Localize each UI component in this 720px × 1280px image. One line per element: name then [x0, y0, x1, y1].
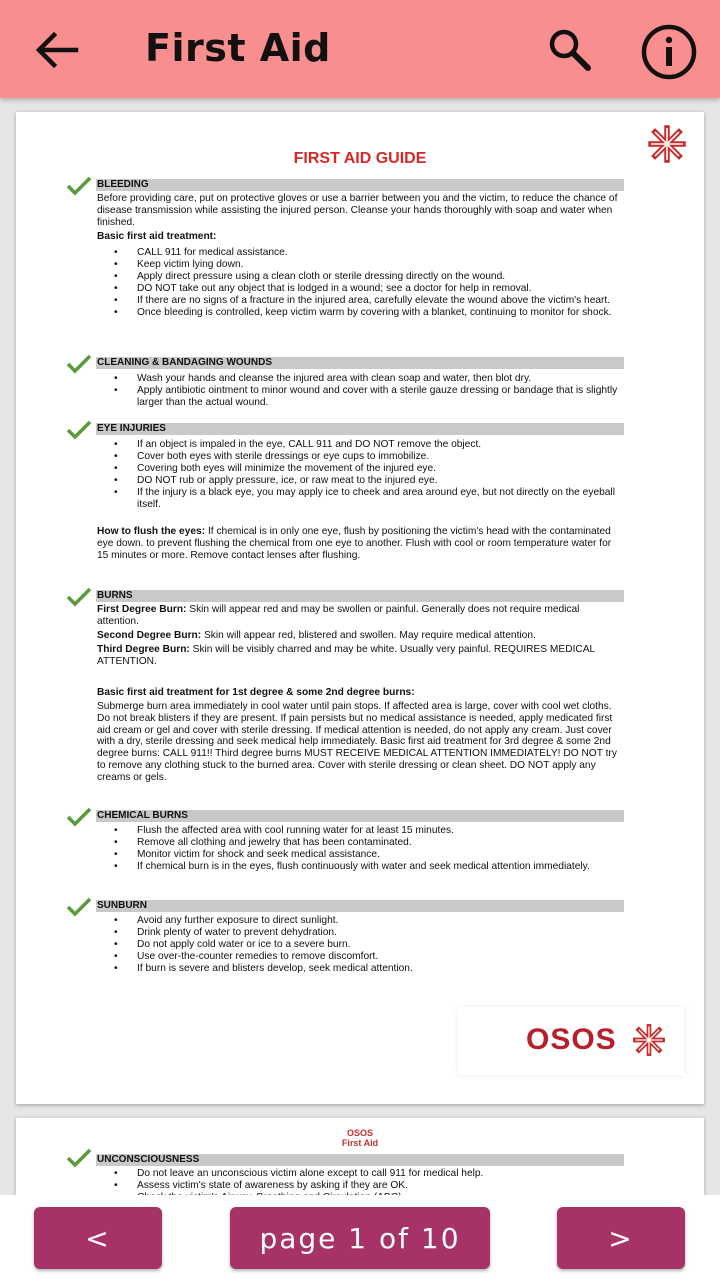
document-viewer[interactable] — [0, 98, 720, 1195]
third-degree-paragraph — [97, 644, 623, 668]
brand-name: OSOS — [526, 1023, 617, 1056]
list-item: • Do not apply cold water or ice to a severe burn. — [114, 939, 624, 951]
page-brand-header — [16, 1128, 704, 1148]
list-item: • If chemical burn is in the eyes, flush continuously with water and seek medical attention immediately. — [114, 861, 624, 873]
list-item: • Drink plenty of water to prevent dehydration. — [114, 927, 624, 939]
brand-line: First Aid — [341, 1138, 379, 1148]
search-icon — [544, 26, 596, 74]
bleeding-list — [114, 247, 624, 318]
second-degree-text: Skin will appear red, blistered and swollen. May require medical attention. — [201, 630, 536, 641]
checkmark-icon — [66, 176, 92, 196]
second-degree-label: Second Degree Burn: — [97, 630, 202, 641]
list-item: • DO NOT rub or apply pressure, ice, or raw meat to the injured eye. — [114, 475, 624, 487]
sunburn-list — [114, 915, 624, 975]
checkmark-icon — [66, 420, 92, 440]
pager-bar — [0, 1195, 720, 1280]
list-item: • If there are no signs of a fracture in the injured area, carefully elevate the wound above the victim's heart. — [114, 295, 624, 307]
eye-list — [114, 439, 624, 510]
flush-eyes-label: How to flush the eyes: — [97, 526, 206, 537]
back-button[interactable] — [28, 24, 84, 76]
section-heading-burns: BURNS — [96, 590, 624, 602]
list-item: • Covering both eyes will minimize the movement of the injured eye. — [114, 463, 624, 475]
list-item: • Avoid any further exposure to direct sunlight. — [114, 915, 624, 927]
list-item: • Keep victim lying down. — [114, 259, 624, 271]
chemical-list — [114, 825, 624, 873]
list-item: • DO NOT take out any object that is lodged in a wound; see a doctor for help in removal. — [114, 283, 624, 295]
previous-page-button[interactable]: < — [34, 1207, 162, 1269]
section-heading-unconsciousness: UNCONSCIOUSNESS — [96, 1154, 624, 1166]
list-item: • Apply direct pressure using a clean cloth or sterile dressing directly on the wound. — [114, 271, 624, 283]
list-item: • CALL 911 for medical assistance. — [114, 247, 624, 259]
first-degree-label: First Degree Burn: — [97, 604, 187, 615]
burn-treatment-heading: Basic first aid treatment for 1st degree & some 2nd degree burns: — [97, 687, 415, 698]
first-degree-text: Skin will appear red and may be swollen or painful. Generally does not require medical attention. — [97, 604, 580, 627]
cleaning-list — [114, 373, 624, 409]
brand-line: OSOS — [346, 1128, 373, 1138]
list-item: • Flush the affected area with cool running water for at least 15 minutes. — [114, 825, 624, 837]
checkmark-icon — [66, 1148, 92, 1168]
info-icon — [639, 24, 699, 80]
list-item: • Do not leave an unconscious victim alone except to call 911 for medical help. — [114, 1168, 624, 1180]
section-heading-eye-injuries: EYE INJURIES — [96, 423, 624, 435]
document-title: FIRST AID GUIDE — [293, 150, 427, 167]
list-item: • Assess victim's state of awareness by asking if they are OK. — [114, 1180, 624, 1192]
second-degree-paragraph — [97, 630, 623, 642]
list-item: • Remove all clothing and jewelry that has been contaminated. — [114, 837, 624, 849]
app-bar — [0, 0, 720, 98]
list-item: • Apply antibiotic ointment to minor wound and cover with a sterile gauze dressing or bandage that is slightly larger than the actual wound. — [114, 385, 624, 409]
list-item: • Use over-the-counter remedies to remove discomfort. — [114, 951, 624, 963]
list-item: • If burn is severe and blisters develop, seek medical attention. — [114, 963, 624, 975]
bleeding-subheading: Basic first aid treatment: — [97, 231, 217, 242]
list-item: • If the injury is a black eye, you may apply ice to cheek and area around eye, but not directly on the eyeball itself. — [114, 487, 624, 511]
checkmark-icon — [66, 587, 92, 607]
search-button[interactable] — [540, 24, 600, 76]
flush-eyes-paragraph — [97, 526, 623, 561]
third-degree-label: Third Degree Burn: — [97, 644, 190, 655]
document-page — [16, 112, 704, 1104]
next-page-button[interactable]: > — [557, 1207, 685, 1269]
page-indicator-button[interactable]: page 1 of 10 — [230, 1207, 490, 1269]
burn-treatment-text: Submerge burn area immediately in cool water until pain stops. If affected area is large, cover with cool wet cloths. Do not break blisters if they are present. If pain persists but no medical assistance is needed, apply medicated first aid cream or gel and cover with sterile dressing. If medical attention is needed, do not apply any cream. Just cover with a dry, sterile dressing and seek medical help immediately. Basic first aid treatment for 3rd degree & some 2nd degree burns: CALL 911!! Third degree burns MUST RECEIVE MEDICAL ATTENTION IMMEDIATELY! DO NOT try to remove any clothing stuck to the burned area. Cover with sterile dressing or clean sheet. DO NOT apply any creams or gels. — [97, 701, 617, 783]
checkmark-icon — [66, 897, 92, 917]
section-heading-cleaning: CLEANING & BANDAGING WOUNDS — [96, 357, 624, 369]
checkmark-icon — [66, 807, 92, 827]
section-heading-sunburn: SUNBURN — [96, 900, 624, 912]
list-item: • Once bleeding is controlled, keep victim warm by covering with a blanket, continuing to monitor for shock. — [114, 307, 624, 319]
list-item: • If an object is impaled in the eye, CALL 911 and DO NOT remove the object. — [114, 439, 624, 451]
first-degree-paragraph — [97, 604, 623, 628]
first-aid-logo-icon — [630, 1023, 668, 1057]
arrow-left-icon — [32, 30, 80, 70]
section-heading-chemical-burns: CHEMICAL BURNS — [96, 810, 624, 822]
section-heading-bleeding: BLEEDING — [96, 179, 624, 191]
flush-eyes-text: If chemical is in only one eye, flush by positioning the victim's head with the contaminated eye down. to prevent flushing the chemical from one eye to another. Flush with cool or room temperature water for 15 minutes or more. Remove contact lenses after flushing. — [97, 526, 612, 561]
list-item: • Monitor victim for shock and seek medical assistance. — [114, 849, 624, 861]
list-item: • Cover both eyes with sterile dressings or eye cups to immobilize. — [114, 451, 624, 463]
bleeding-intro: Before providing care, put on protective gloves or use a barrier between you and the victim, to reduce the chance of disease transmission while assisting the injured person. Cleanse your hands thoroughly with soap and water when finished. — [97, 193, 618, 228]
info-button[interactable] — [636, 22, 702, 82]
footer-brand-logo — [458, 1007, 684, 1075]
third-degree-text: Skin will be visibly charred and may be white. Usually very painful. REQUIRES MEDICAL ATTENTION. — [97, 644, 595, 667]
checkmark-icon — [66, 354, 92, 374]
app-title: First Aid — [145, 26, 331, 70]
list-item: • Wash your hands and cleanse the injured area with clean soap and water, then blot dry. — [114, 373, 624, 385]
